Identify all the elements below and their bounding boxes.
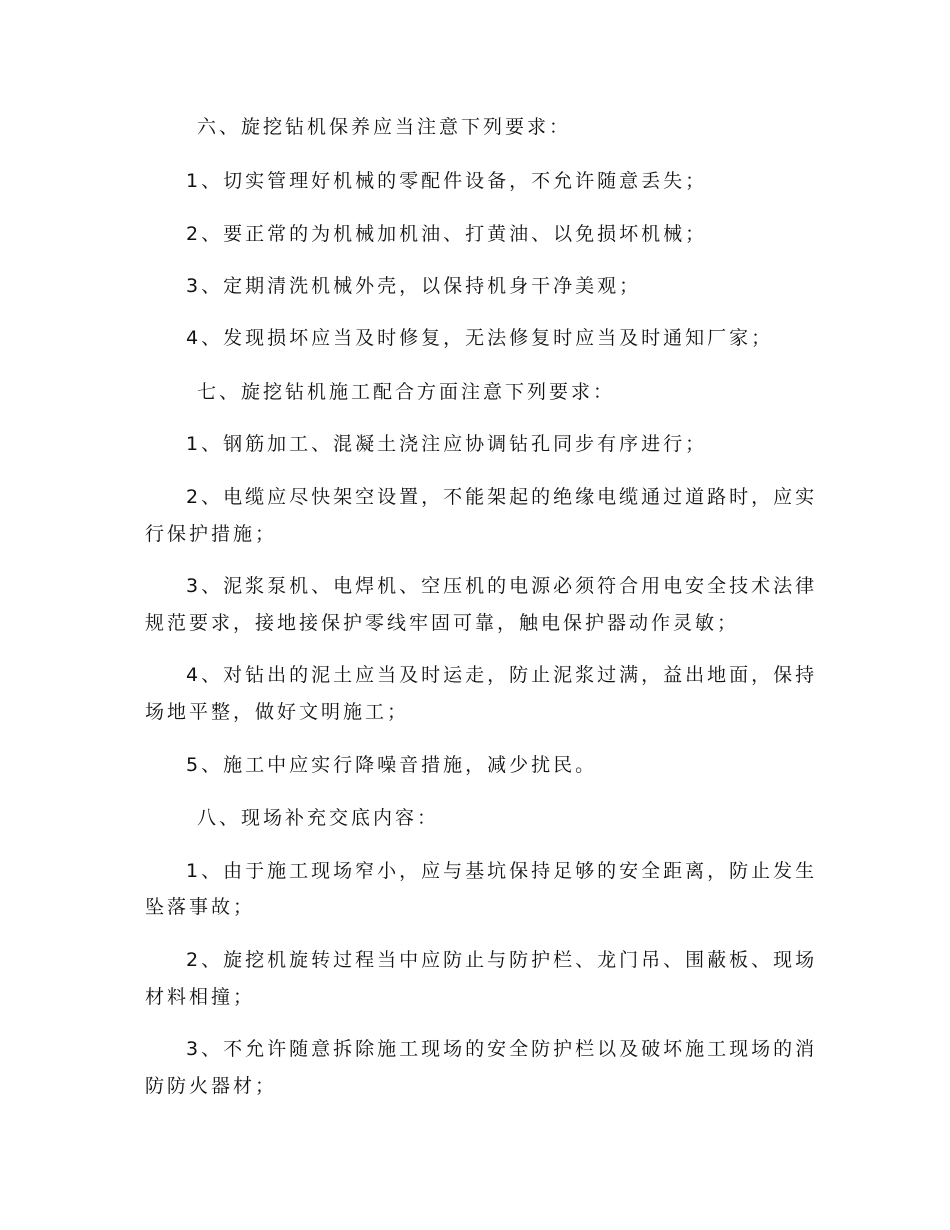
section-7-item-3-line-2: 规范要求，接地接保护零线牢固可靠，触电保护器动作灵敏； [145,612,740,634]
section-7-item-3-line-1: 3、泥浆泵机、电焊机、空压机的电源必须符合用电安全技术法律 [186,575,818,597]
section-8-item-3-line-2: 防防火器材； [145,1075,278,1097]
section-6-item-1: 1、切实管理好机械的零配件设备，不允许随意丢失； [186,170,708,192]
section-7-item-2-line-1: 2、电缆应尽快架空设置，不能架起的绝缘电缆通过道路时，应实 [186,486,818,508]
section-7-item-4-line-2: 场地平整，做好文明施工； [145,701,410,723]
section-6-item-4: 4、发现损坏应当及时修复，无法修复时应当及时通知厂家； [186,327,774,349]
section-8-item-2-line-2: 材料相撞； [145,986,256,1008]
section-6-item-2: 2、要正常的为机械加机油、打黄油、以免损坏机械； [186,223,708,245]
section-8-item-2-line-1: 2、旋挖机旋转过程当中应防止与防护栏、龙门吊、围蔽板、现场 [186,949,818,971]
section-7-heading: 七、旋挖钻机施工配合方面注意下列要求： [197,381,616,403]
section-6-item-3: 3、定期清洗机械外壳，以保持机身干净美观； [186,275,642,297]
section-8-item-3-line-1: 3、不允许随意拆除施工现场的安全防护栏以及破坏施工现场的消 [186,1038,818,1060]
section-7-item-4-line-1: 4、对钻出的泥土应当及时运走，防止泥浆过满，益出地面，保持 [186,664,818,686]
section-8-item-1-line-1: 1、由于施工现场窄小，应与基坑保持足够的安全距离，防止发生 [186,860,818,882]
section-6-heading: 六、旋挖钻机保养应当注意下列要求： [197,116,572,138]
section-7-item-1: 1、钢筋加工、混凝土浇注应协调钻孔同步有序进行； [186,433,708,455]
section-8-item-1-line-2: 坠落事故； [145,896,256,918]
section-7-item-5: 5、施工中应实行降噪音措施，减少扰民。 [186,754,598,776]
section-7-item-2-line-2: 行保护措施； [145,523,278,545]
section-8-heading: 八、现场补充交底内容： [197,807,440,829]
